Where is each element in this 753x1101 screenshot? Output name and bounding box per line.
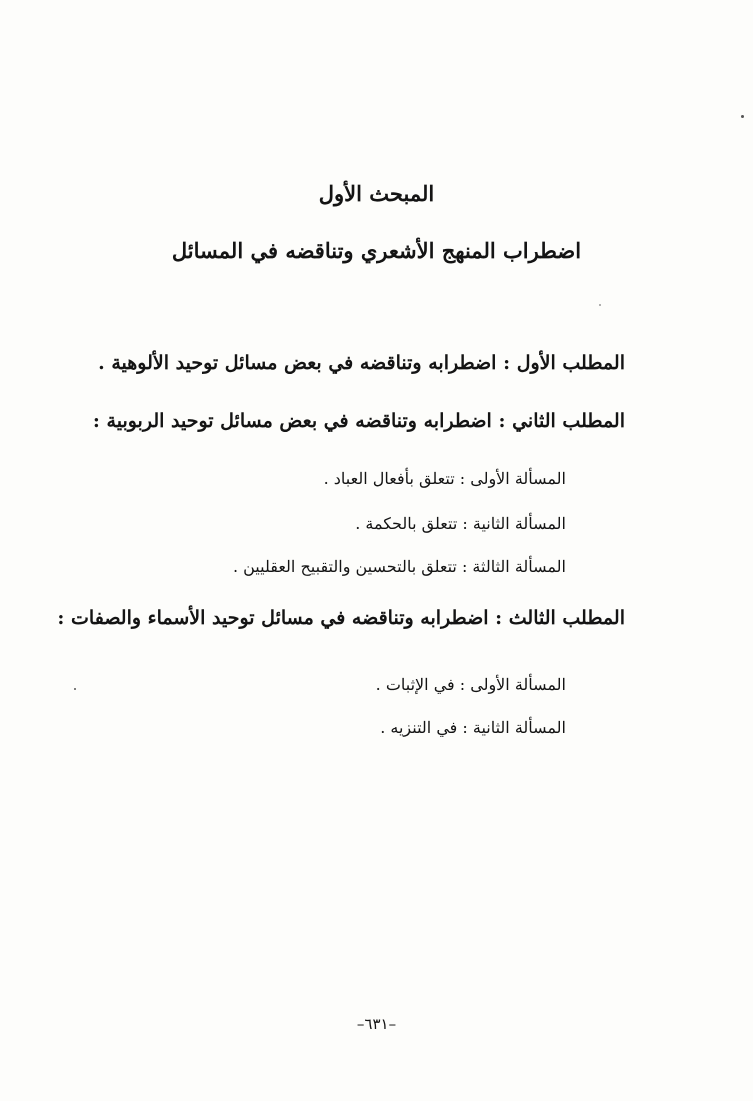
- scan-speck: [599, 304, 601, 306]
- section-heading-3: المطلب الثالث : اضطرابه وتناقضه في مسائل توحيد الأسماء والصفات :: [57, 607, 625, 629]
- chapter-title: المبحث الأول: [318, 181, 435, 206]
- issue-item: المسألة الأولى : تتعلق بأفعال العباد .: [323, 469, 566, 488]
- scan-speck: [74, 688, 76, 690]
- page-number: –٦٣١–: [356, 1015, 397, 1033]
- section-heading-1: المطلب الأول : اضطرابه وتناقضه في بعض مسائل توحيد الألوهية .: [98, 352, 625, 374]
- issue-item: المسألة الأولى : في الإثبات .: [375, 675, 566, 694]
- scan-speck: [741, 115, 744, 118]
- issue-item: المسألة الثالثة : تتعلق بالتحسين والتقبيح العقليين .: [232, 557, 566, 576]
- section-heading-2: المطلب الثاني : اضطرابه وتناقضه في بعض مسائل توحيد الربوبية :: [92, 410, 625, 432]
- chapter-subtitle: اضطراب المنهج الأشعري وتناقضه في المسائل: [171, 238, 582, 263]
- issue-item: المسألة الثانية : تتعلق بالحكمة .: [355, 514, 566, 533]
- issue-item: المسألة الثانية : في التنزيه .: [380, 718, 566, 737]
